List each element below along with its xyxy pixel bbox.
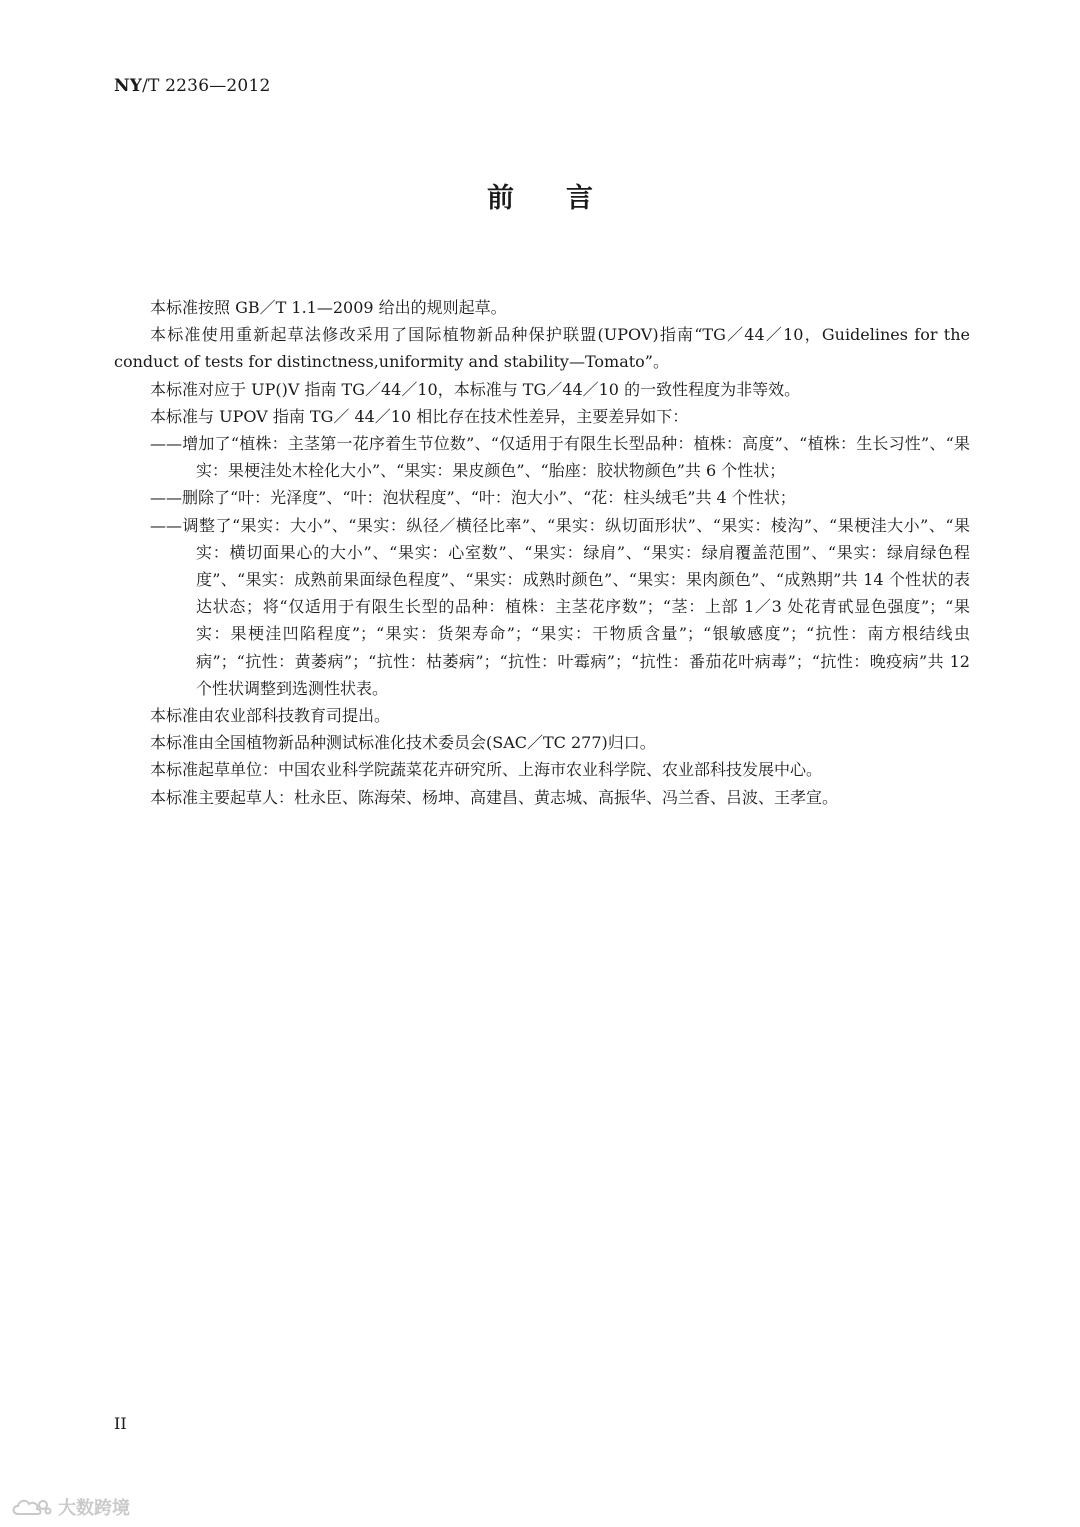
paragraph: 本标准使用重新起草法修改采用了国际植物新品种保护联盟(UPOV)指南“TG／44／10，Guidelines for the conduct of tests for distinctness,uniformity and stability—Tomato”。 xyxy=(114,325,970,372)
paragraph: 本标准与 UPOV 指南 TG／ 44／10 相比存在技术性差异，主要差异如下： xyxy=(150,406,689,426)
page-number: II xyxy=(114,1414,127,1433)
list-item: ——增加了“植株：主茎第一花序着生节位数”、“仅适用于有限生长型品种：植株：高度”、“植株：生长习性”、“果实：果梗洼处木栓化大小”、“果实：果皮颜色”、“胎座：胶状物颜色”共 6 个性状； xyxy=(150,434,970,481)
paragraph: 本标准按照 GB／T 1.1—2009 给出的规则起草。 xyxy=(150,298,507,317)
document-code xyxy=(114,76,270,96)
document-code-number: /T 2236—2012 xyxy=(142,76,271,96)
document-code-prefix: NY xyxy=(114,76,143,96)
list-item: ——删除了“叶：光泽度”、“叶：泡状程度”、“叶：泡大小”、“花：柱头绒毛”共 4 个性状； xyxy=(150,488,796,508)
document-body xyxy=(114,294,970,811)
paragraph: 本标准起草单位：中国农业科学院蔬菜花卉研究所、上海市农业科学院、农业部科技发展中心。 xyxy=(150,760,823,780)
cloud-logo-icon xyxy=(10,1496,52,1518)
watermark-text: 大数跨境 xyxy=(58,1498,130,1519)
page-title: 前言 xyxy=(487,183,645,214)
watermark xyxy=(10,1494,130,1520)
paragraph: 本标准由全国植物新品种测试标准化技术委员会(SAC／TC 277)归口。 xyxy=(150,733,656,753)
paragraph: 本标准对应于 UP()V 指南 TG／44／10，本标准与 TG／44／10 的一致性程度为非等效。 xyxy=(150,379,801,399)
list-item: ——调整了“果实：大小”、“果实：纵径／横径比率”、“果实：纵切面形状”、“果实：棱沟”、“果梗洼大小”、“果实：横切面果心的大小”、“果实：心室数”、“果实：绿肩”、“果实：绿肩覆盖范围”、“果实：绿肩绿色程度”、“果实：成熟前果面绿色程度”、“果实：成熟时颜色”、“果实：果肉颜色”、“成熟期”共 14 个性状的表达状态；将“仅适用于有限生长型的品种：植株：主茎花序数”；“茎：上部 1／3 处花青甙显色强度”；“果实：果梗洼凹陷程度”；“果实：货架寿命”；“果实：干物质含量”；“银敏感度”；“抗性：南方根结线虫病”；“抗性：黄萎病”；“抗性：枯萎病”；“抗性：叶霉病”；“抗性：番茄花叶病毒”；“抗性：晚疫病”共 12 个性状调整到选测性状表。 xyxy=(150,515,970,698)
paragraph: 本标准主要起草人：杜永臣、陈海荣、杨坤、高建昌、黄志城、高振华、冯兰香、吕波、王孝宣。 xyxy=(150,787,839,807)
paragraph: 本标准由农业部科技教育司提出。 xyxy=(150,706,391,726)
